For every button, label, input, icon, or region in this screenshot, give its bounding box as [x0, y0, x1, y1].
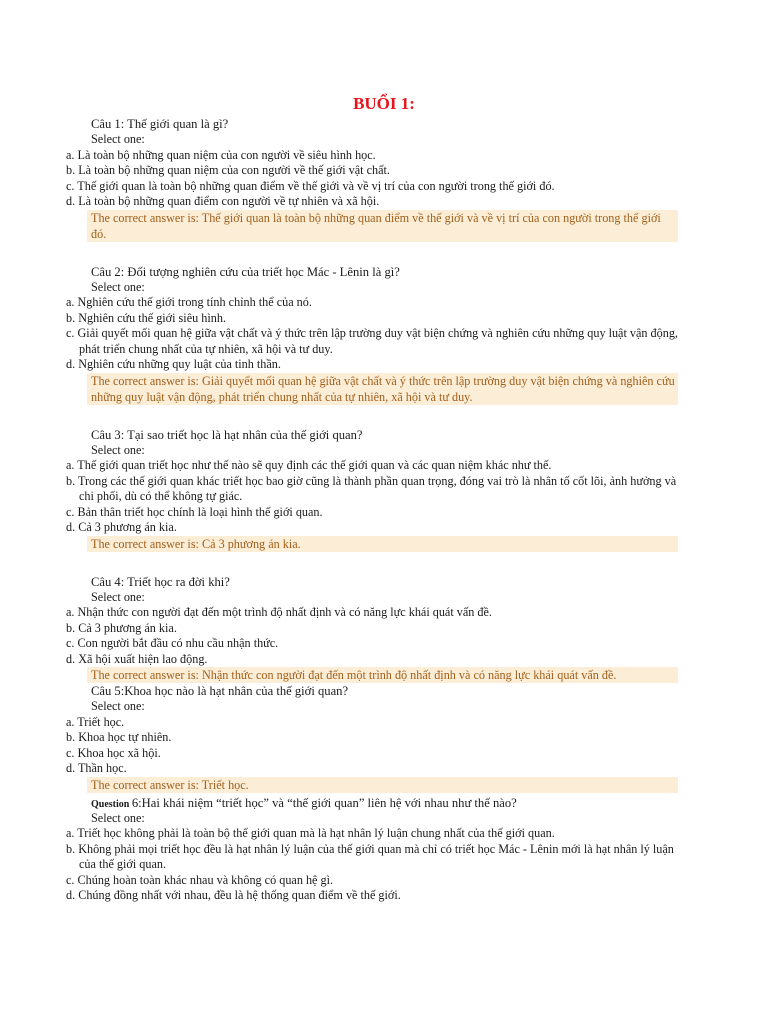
- select-one-label: Select one:: [91, 699, 145, 713]
- option-a[interactable]: a. Triết học.: [66, 714, 125, 729]
- option-c[interactable]: c. Khoa học xã hội.: [66, 745, 161, 760]
- select-one-label: Select one:: [91, 589, 145, 604]
- option-c[interactable]: c. Giải quyết mối quan hệ giữa vật chất và ý thức trên lập trường duy vật biện chứng và nghiên cứu những quy luật vận động, phát triển chung nhất của tự nhiên, xã hội và tư duy.: [66, 326, 678, 356]
- question-prefix: Question: [91, 798, 132, 810]
- option-b[interactable]: b. Không phải mọi triết học đều là hạt nhân lý luận của thế giới quan mà chỉ có triết học Mác - Lênin mới là hạt nhân lý luận của thế giới quan.: [66, 841, 674, 871]
- question-text: 6:Hai khái niệm “triết học” và “thế giới quan” liên hệ với nhau như thế nào?: [131, 795, 517, 810]
- option-b[interactable]: b. Là toàn bộ những quan niệm của con người về thế giới vật chất.: [66, 163, 390, 177]
- question-text: Câu 1: Thế giới quan là gì?: [91, 117, 229, 131]
- question-text: Câu 2: Đối tượng nghiên cứu của triết học Mác - Lênin là gì?: [91, 264, 400, 279]
- select-one-label: Select one:: [91, 810, 145, 825]
- correct-answer-feedback: The correct answer is: Cả 3 phương án kia.: [87, 536, 678, 552]
- option-a[interactable]: a. Là toàn bộ những quan niệm của con người về siêu hình học.: [66, 147, 376, 162]
- question-list: [0, 116, 768, 904]
- option-d[interactable]: d. Xã hội xuất hiện lao động.: [66, 651, 208, 666]
- question-1: [0, 116, 768, 242]
- correct-answer-feedback: The correct answer is: Triết học.: [87, 777, 678, 793]
- option-a[interactable]: a. Nhận thức con người đạt đến một trình độ nhất định và có năng lực khái quát vấn đề.: [66, 605, 492, 619]
- question-5: [0, 683, 768, 793]
- question-title: [0, 574, 768, 590]
- question-text: Câu 3: Tại sao triết học là hạt nhân của thế giới quan?: [91, 427, 363, 442]
- select-one-label: Select one:: [91, 442, 145, 457]
- question-text: Câu 4: Triết học ra đời khi?: [91, 574, 230, 589]
- select-one-label: Select one:: [91, 132, 145, 146]
- option-d[interactable]: d. Chúng đồng nhất với nhau, đều là hệ thống quan điểm về thế giới.: [66, 888, 401, 902]
- question-2: [0, 264, 768, 405]
- option-b[interactable]: b. Trong các thế giới quan khác triết học bao giờ cũng là thành phần quan trọng, đóng vai trò là nhân tố cốt lõi, ảnh hưởng và chi phối, dù có thể không tự giác.: [66, 473, 677, 503]
- option-c[interactable]: c. Con người bắt đầu có nhu cầu nhận thức.: [66, 636, 279, 650]
- correct-answer-feedback: The correct answer is: Nhận thức con người đạt đến một trình độ nhất định và có năng lực khái quát vấn đề.: [87, 667, 678, 683]
- question-title: [0, 116, 768, 132]
- question-6: [0, 795, 768, 904]
- option-a[interactable]: a. Nghiên cứu thế giới trong tính chỉnh thể của nó.: [66, 295, 312, 309]
- option-d[interactable]: d. Nghiên cứu những quy luật của tinh thần.: [66, 357, 281, 371]
- option-a[interactable]: a. Thế giới quan triết học như thế nào sẽ quy định các thế giới quan và các quan niệm khác như thế.: [66, 458, 552, 472]
- option-c[interactable]: c. Chúng hoàn toàn khác nhau và không có quan hệ gì.: [66, 872, 334, 887]
- question-title: [0, 427, 768, 443]
- option-c[interactable]: c. Thế giới quan là toàn bộ những quan điểm về thế giới và về vị trí của con người trong thế giới đó.: [66, 178, 555, 193]
- option-b[interactable]: b. Khoa học tự nhiên.: [66, 730, 172, 744]
- question-3: [0, 427, 768, 552]
- select-one-label: Select one:: [91, 279, 145, 294]
- correct-answer-feedback: The correct answer is: Giải quyết mối quan hệ giữa vật chất và ý thức trên lập trường duy vật biện chứng và nghiên cứu những quy luật vận động, phát triển chung nhất của tự nhiên, xã hội và tư duy.: [87, 373, 678, 405]
- option-b[interactable]: b. Cả 3 phương án kia.: [66, 620, 177, 635]
- correct-answer-feedback: The correct answer is: Thế giới quan là toàn bộ những quan điểm về thế giới và về vị trí của con người trong thế giới đó.: [87, 210, 678, 242]
- question-title: [0, 795, 768, 811]
- question-text: Câu 5:Khoa học nào là hạt nhân của thế giới quan?: [91, 684, 349, 698]
- option-c[interactable]: c. Bản thân triết học chính là loại hình thế giới quan.: [66, 504, 323, 519]
- option-b[interactable]: b. Nghiên cứu thế giới siêu hình.: [66, 310, 226, 325]
- option-d[interactable]: d. Cả 3 phương án kia.: [66, 520, 177, 534]
- option-d[interactable]: d. Là toàn bộ những quan điểm con người về tự nhiên và xã hội.: [66, 194, 380, 208]
- page-title: BUỔI 1:: [353, 94, 415, 113]
- question-title: [0, 683, 768, 699]
- option-a[interactable]: a. Triết học không phải là toàn bộ thế giới quan mà là hạt nhân lý luận chung nhất của thế giới quan.: [66, 826, 555, 840]
- question-title: [0, 264, 768, 280]
- option-d[interactable]: d. Thần học.: [66, 761, 127, 775]
- question-4: [0, 574, 768, 684]
